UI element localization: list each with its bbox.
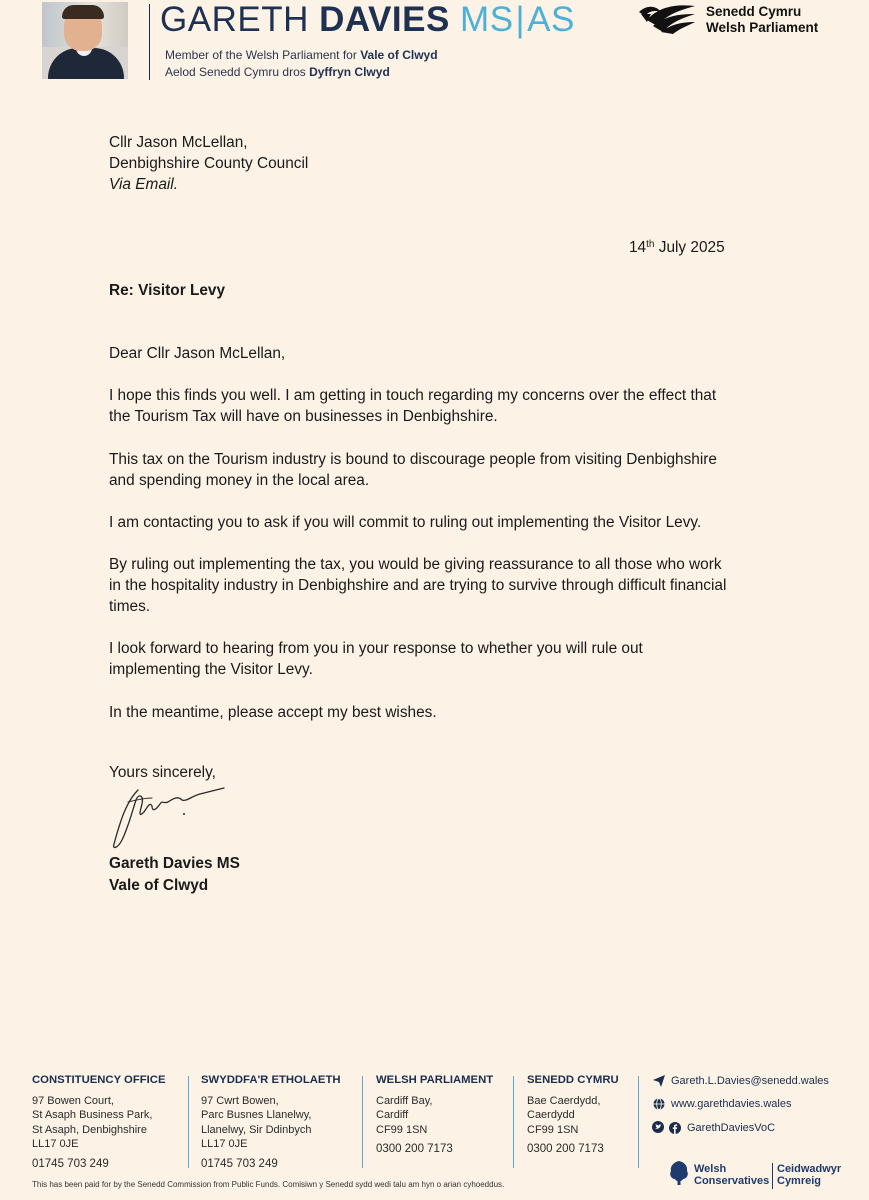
paragraph-5-line-2: implementing the Visitor Levy. — [109, 661, 313, 678]
mp-portrait-photo — [42, 2, 128, 79]
paragraph-1-line-1: I hope this finds you well. I am getting in touch regarding my concerns over the effect that — [109, 387, 717, 404]
funding-notice: This has been paid for by the Senedd Commission from Public Funds. Comisiwn y Senedd sydd wedi talu am hyn o arian cyhoeddus. — [32, 1180, 505, 1189]
letterhead-name — [160, 0, 575, 40]
title-ms: MS — [460, 0, 514, 39]
footer-email[interactable]: Gareth.L.Davies@senedd.wales — [652, 1074, 829, 1087]
party-name-welsh: Ceidwadwyr Cymreig — [777, 1163, 842, 1187]
footer-senedd-cymru: SENEDD CYMRU Bae Caerdydd, Caerdydd CF99 1SN 0300 200 7173 — [527, 1074, 619, 1155]
paragraph-4-line-2: in the hospitality industry in Denbighshire and are trying to survive through difficult financial — [109, 577, 727, 594]
footer-divider — [638, 1076, 639, 1168]
senedd-wordmark: Senedd Cymru Welsh Parliament — [706, 4, 819, 35]
footer-website[interactable]: www.garethdavies.wales — [652, 1097, 791, 1110]
paragraph-6-line-1: In the meantime, please accept my best wishes. — [109, 704, 437, 721]
footer-divider — [513, 1076, 514, 1168]
paragraph-4-line-1: By ruling out implementing the tax, you would be giving reassurance to all those who work — [109, 556, 722, 573]
footer-divider — [188, 1076, 189, 1168]
header-divider — [149, 4, 150, 80]
first-name: GARETH — [160, 0, 309, 39]
title-separator: | — [515, 0, 526, 39]
handwritten-signature-icon — [108, 782, 238, 852]
footer-social[interactable]: GarethDaviesVoC — [652, 1121, 775, 1134]
salutation: Dear Cllr Jason McLellan, — [109, 345, 286, 362]
party-divider — [772, 1163, 773, 1189]
recipient-name: Cllr Jason McLellan, — [109, 134, 248, 151]
paragraph-3-line-1: I am contacting you to ask if you will commit to ruling out implementing the Visitor Levy. — [109, 514, 702, 531]
letter-subject: Re: Visitor Levy — [109, 282, 226, 299]
role-english: Member of the Welsh Parliament for Vale of Clwyd — [165, 48, 438, 62]
conservatives-tree-logo-icon — [668, 1160, 690, 1186]
paragraph-2-line-2: and spending money in the local area. — [109, 472, 370, 489]
role-welsh: Aelod Senedd Cymru dros Dyffryn Clwyd — [165, 65, 390, 79]
facebook-icon — [668, 1121, 681, 1134]
party-name-english: Welsh Conservatives — [694, 1163, 770, 1187]
recipient-organisation: Denbighshire County Council — [109, 155, 309, 172]
closing: Yours sincerely, — [109, 764, 216, 781]
paragraph-4-line-3: times. — [109, 598, 151, 615]
recipient-delivery: Via Email. — [109, 176, 179, 193]
twitter-icon — [652, 1121, 665, 1134]
letter-date: 14th July 2025 — [629, 239, 725, 256]
last-name: DAVIES — [319, 0, 450, 39]
signatory-name: Gareth Davies MS — [109, 855, 240, 872]
footer-constituency-office: CONSTITUENCY OFFICE 97 Bowen Court, St Asaph Business Park, St Asaph, Denbighshire LL17 0JE 01745 703 249 — [32, 1074, 166, 1170]
globe-icon — [652, 1097, 665, 1110]
signatory-area: Vale of Clwyd — [109, 877, 209, 894]
paragraph-2-line-1: This tax on the Tourism industry is bound to discourage people from visiting Denbighshire — [109, 451, 717, 468]
senedd-dragon-logo-icon — [637, 2, 697, 34]
title-as: AS — [527, 0, 575, 39]
footer-divider — [362, 1076, 363, 1168]
footer-welsh-parliament: WELSH PARLIAMENT Cardiff Bay, Cardiff CF99 1SN 0300 200 7173 — [376, 1074, 494, 1155]
footer-swyddfa-etholaeth: SWYDDFA'R ETHOLAETH 97 Cwrt Bowen, Parc Busnes Llanelwy, Llanelwy, Sir Ddinbych LL17 0JE 01745 703 249 — [201, 1074, 341, 1170]
paragraph-1-line-2: the Tourism Tax will have on businesses in Denbighshire. — [109, 408, 498, 425]
send-icon — [652, 1074, 665, 1087]
paragraph-5-line-1: I look forward to hearing from you in your response to whether you will rule out — [109, 640, 643, 657]
